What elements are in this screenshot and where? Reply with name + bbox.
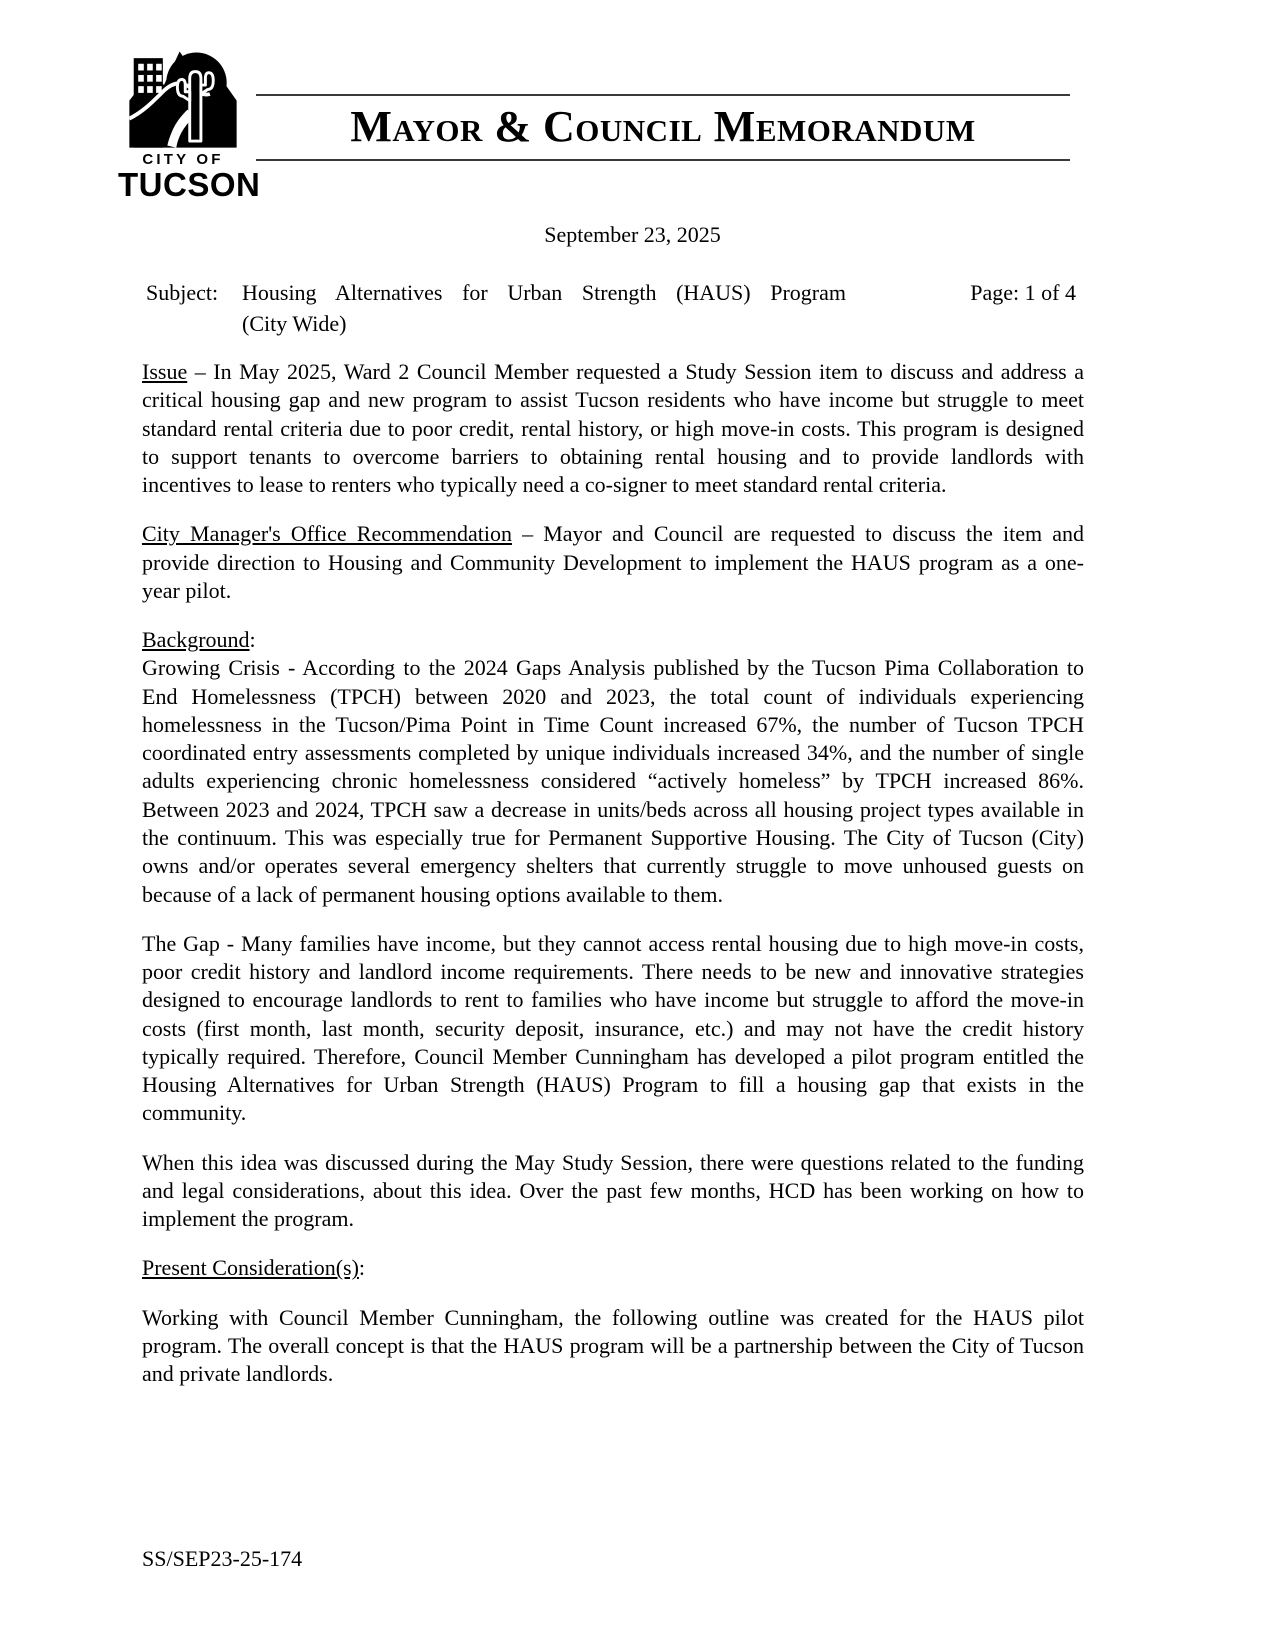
title-rule-bottom [256, 159, 1070, 161]
document-date: September 23, 2025 [544, 222, 721, 247]
paragraph-background-2: The Gap - Many families have income, but they cannot access rental housing due to high move-in costs, poor credit history and landlord income requirements. There needs to be new and innovative strategies designed to encourage landlords to rent to families who have income but struggle to afford the move-in costs (first month, last month, security deposit, insurance, etc.) and may not have the credit history typically required. Therefore, Council Member Cunningham has developed a pilot program entitled the Housing Alternatives for Urban Strength (HAUS) Program to fill a housing gap that exists in the community. [142, 930, 1084, 1126]
memo-title-block [256, 94, 1070, 161]
city-of-tucson-logo [118, 38, 261, 203]
paragraph-issue [142, 358, 1084, 499]
present-considerations-heading-line [142, 1254, 1084, 1282]
subject-line-2: (City Wide) [242, 311, 347, 337]
page-number-indicator: Page: 1 of 4 [970, 280, 1076, 305]
present-considerations-heading: Present Consideration(s) [142, 1255, 359, 1281]
logo-tucson-text: TUCSON [118, 166, 261, 203]
memo-body [142, 358, 1084, 1410]
issue-heading: Issue [142, 359, 188, 384]
subject-label: Subject: [146, 280, 219, 305]
recommendation-heading: City Manager's Office Recommendation [142, 521, 512, 547]
issue-text: – In May 2025, Ward 2 Council Member requested a Study Session item to discuss and address a critical housing gap and new program to assist Tucson residents who have income but struggle to meet standard rental criteria due to poor credit, rental history, or high move-in costs. This program is designed to support tenants to overcome barriers to obtaining rental housing and to provide landlords with incentives to lease to renters who typically need a co-signer to meet standard rental criteria. [142, 359, 1084, 498]
subject-value [242, 277, 846, 339]
footer-reference: SS/SEP23-25-174 [142, 1546, 303, 1571]
masthead [118, 38, 1070, 213]
background-heading-colon: : [249, 627, 256, 653]
paragraph-present-considerations-1: Working with Council Member Cunningham, the following outline was created for the HAUS pilot program. The overall concept is that the HAUS program will be a partnership between the City of Tucson and private landlords. [142, 1304, 1084, 1387]
city-of-tucson-logo-icon [127, 38, 239, 150]
logo-city-of-text: CITY OF [142, 151, 224, 168]
subject-line-1: Housing Alternatives for Urban Strength (HAUS) Program [242, 280, 846, 305]
background-heading: Background [142, 627, 250, 653]
paragraph-background-1: Growing Crisis - According to the 2024 Gaps Analysis published by the Tucson Pima Collaboration to End Homelessness (TPCH) between 2020 and 2023, the total count of individuals experiencing homelessness in the Tucson/Pima Point in Time Count increased 67%, the number of Tucson TPCH coordinated entry assessments completed by unique individuals increased 34%, and the number of single adults experiencing chronic homelessness considered “actively homeless” by TPCH increased 86%. Between 2023 and 2024, TPCH saw a decrease in units/beds across all housing project types available in the continuum. This was especially true for Permanent Supportive Housing. The City of Tucson (City) owns and/or operates several emergency shelters that currently struggle to move unhoused guests on because of a lack of permanent housing options available to them. [142, 655, 1084, 907]
paragraph-background-3: When this idea was discussed during the May Study Session, there were questions related to the funding and legal considerations, about this idea. Over the past few months, HCD has been working on how to implement the program. [142, 1149, 1084, 1232]
paragraph-recommendation [142, 520, 1084, 605]
present-considerations-colon: : [358, 1255, 366, 1281]
background-heading-line [142, 626, 1084, 654]
page-title: Mayor & Council Memorandum [350, 102, 976, 151]
recommendation-text: – Mayor and Council are requested to discuss the item and provide direction to Housing and Community Development to implement the HAUS program as a one-year pilot. [142, 521, 1084, 603]
